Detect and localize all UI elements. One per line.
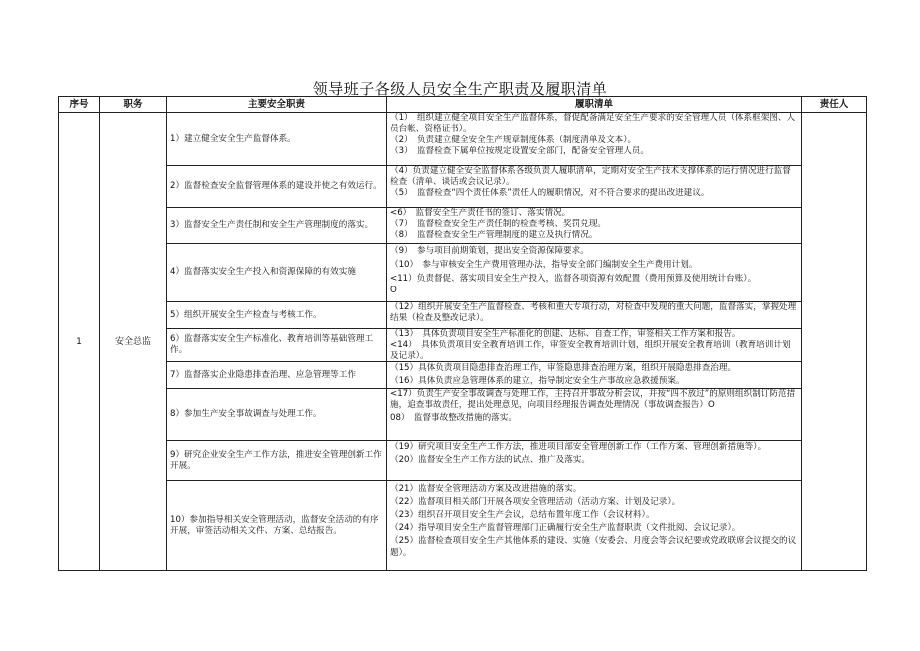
duty-cell: 4）监督落实安全生产投入和资源保障的有效实施 xyxy=(167,244,387,302)
seq-cell: 1 xyxy=(59,113,100,571)
list-item: <6） 监督安全生产责任书的签订、落实情况。 xyxy=(390,208,571,218)
header-checklist: 履职清单 xyxy=(387,97,802,113)
table-row xyxy=(59,441,867,481)
list-item: （15）具体负责项目隐患排查治理工作，审签隐患排查治理方案，组织开展隐患排查治理。 xyxy=(390,363,737,373)
list-item: （8） 监督检查安全生产管理制度的建立及执行情况。 xyxy=(390,230,598,240)
list-item: 08） 监督事故整改措施的落实。 xyxy=(390,413,517,423)
checklist-cell xyxy=(387,113,802,166)
checklist-cell xyxy=(387,166,802,208)
list-item: O xyxy=(390,286,397,294)
duty-table xyxy=(58,96,867,571)
header-row xyxy=(59,97,867,113)
table-row xyxy=(59,113,867,166)
list-item: （5） 监督检查“四个责任体系”责任人的履职情况，对不符合要求的提出改进建议。 xyxy=(390,188,710,198)
checklist-cell xyxy=(387,208,802,244)
header-person: 责任人 xyxy=(802,97,867,113)
table-row xyxy=(59,329,867,362)
header-seq: 序号 xyxy=(59,97,100,113)
list-item: （22）监督项目相关部门开展各项安全管理活动（活动方案、计划及记录）。 xyxy=(390,497,681,507)
list-item: （7） 监督检查安全生产责任制的检查考核、奖罚兑现。 xyxy=(390,219,607,229)
duty-cell: 2）监督检查安全监督管理体系的建设并使之有效运行。 xyxy=(167,166,387,208)
checklist-cell xyxy=(387,244,802,302)
list-item: （4）负责建立健全安全监督体系各级负责人履职清单，定期对安全生产技术支撑体系的运行情况进行监督检查（清单、谈话或会议记录）。 xyxy=(390,166,791,187)
list-item: （20）监督安全生产工作方法的试点、推广及落实。 xyxy=(390,455,590,465)
table-row xyxy=(59,302,867,329)
list-item: （1） 组织建立健全项目安全生产监督体系，督促配备满足安全生产要求的安全管理人员（体系框架图、人员台帐、资格证书）。 xyxy=(390,113,796,134)
role-cell: 安全总监 xyxy=(100,113,167,571)
header-duties: 主要安全职责 xyxy=(167,97,387,113)
checklist-cell xyxy=(387,441,802,481)
list-item: （19）研究项目安全生产工作方法，推进项目部安全管理创新工作（工作方案、管理创新措施等）。 xyxy=(390,442,767,452)
duty-cell: 9）研究企业安全生产工作方法，推进安全管理创新工作开展。 xyxy=(167,441,387,481)
list-item: （2） 负责建立健全安全生产规章制度体系（制度清单及文本）。 xyxy=(390,135,637,145)
list-item: <17）负责生产安全事故调查与处理工作，主持召开事故分析会议，并按“四不放过”的原则组织制订防范措施，追查事故责任，提出处理意见，向项目经理报告调查处理情况（事故调查报告）O xyxy=(390,389,796,410)
checklist-cell xyxy=(387,481,802,571)
person-cell xyxy=(802,113,867,571)
list-item: （21）监督安全管理活动方案及改进措施的落实。 xyxy=(390,484,582,494)
list-item: <11）负责督促、落实项目安全生产投入，监督各项资源有效配置（费用预算及使用统计台账）。 xyxy=(390,274,757,284)
list-item: （12）组织开展安全生产监督检查、考核和重大专项行动，对检查中发现的重大问题，监督落实，掌握处理结果（检查及整改记录）。 xyxy=(390,302,797,323)
table-row xyxy=(59,208,867,244)
duty-cell: 8）参加生产安全事故调查与处理工作。 xyxy=(167,389,387,441)
list-item: （9） 参与项目前期策划，提出安全资源保障要求。 xyxy=(390,246,589,256)
duty-cell: 1）建立健全安全生产监督体系。 xyxy=(167,113,387,166)
table-row xyxy=(59,389,867,441)
header-role: 职务 xyxy=(100,97,167,113)
document-title: 领导班子各级人员安全生产职责及履职清单 xyxy=(312,80,608,98)
list-item: （23）组织召开项目安全生产会议，总结布置年度工作（会议材料）。 xyxy=(390,510,655,520)
list-item: （24）指导项目安全生产监督管理部门正确履行安全生产监督职责（文件批阅、会议记录）。 xyxy=(390,523,741,533)
duty-cell: 3）监督安全生产责任制和安全生产管理制度的落实。 xyxy=(167,208,387,244)
duty-cell: 7）监督落实企业隐患排查治理、应急管理等工作 xyxy=(167,362,387,389)
table-row xyxy=(59,481,867,571)
list-item: （13） 具体负责项目安全生产标准化的创建、达标、自查工作，审签相关工作方案和报告。 xyxy=(390,329,741,339)
list-item: （3） 监督检查下属单位按规定设置安全部门，配备安全管理人员。 xyxy=(390,146,649,156)
list-item: （10） 参与审核安全生产费用管理办法，指导安全部门编制安全生产费用计划。 xyxy=(390,260,698,270)
list-item: （25）监督检查项目安全生产其他体系的建设、实施（安委会、月度会等会议纪要或党政联席会议提交的议题）。 xyxy=(390,536,797,558)
duty-cell: 6）监督落实安全生产标准化、教育培训等基础管理工作。 xyxy=(167,329,387,362)
duty-cell: 10）参加指导相关安全管理活动，监督安全活动的有序开展，审签活动相关文件、方案、总结报告。 xyxy=(167,481,387,571)
table-row xyxy=(59,244,867,302)
list-item: <14） 具体负责项目安全教育培训工作，审签安全教育培训计划，组织开展安全教育培训（教育培训计划及记录）。 xyxy=(390,340,791,361)
list-item: （16）具体负责应急管理体系的建立，指导制定安全生产事故应急救援预案。 xyxy=(390,376,685,386)
checklist-cell xyxy=(387,389,802,441)
checklist-cell xyxy=(387,329,802,362)
checklist-cell xyxy=(387,362,802,389)
checklist-cell xyxy=(387,302,802,329)
table-row xyxy=(59,362,867,389)
table-row xyxy=(59,166,867,208)
duty-cell: 5）组织开展安全生产检查与考核工作。 xyxy=(167,302,387,329)
